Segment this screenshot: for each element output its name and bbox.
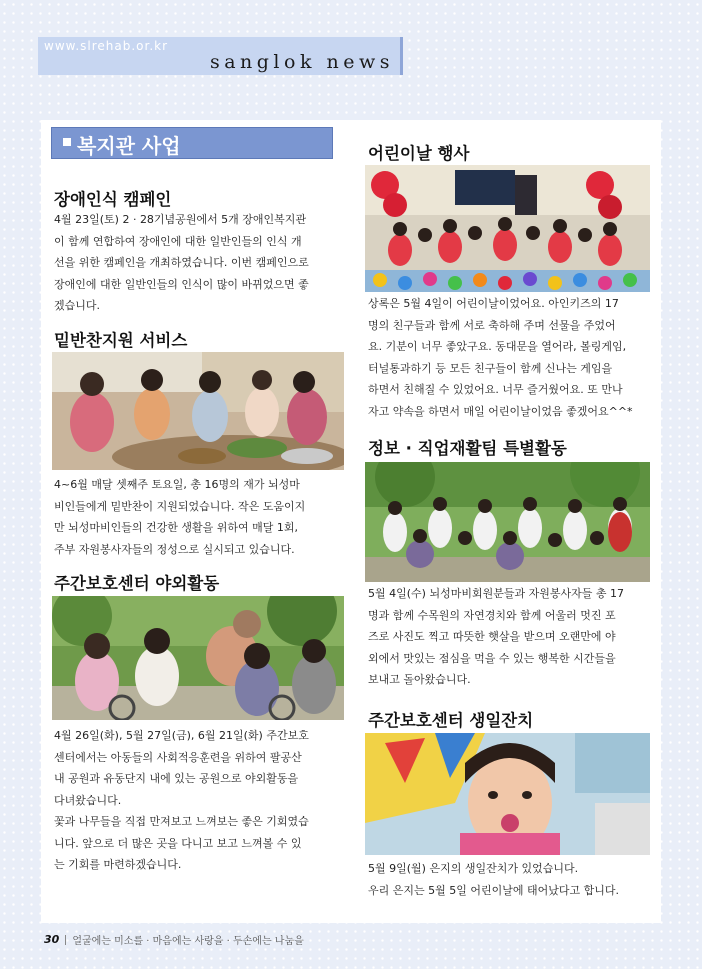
body-line: 겠습니다. bbox=[54, 299, 101, 312]
body-line: 4월 26일(화), 5월 27일(금), 6월 21일(화) 주간보호 bbox=[54, 729, 309, 742]
body-line: 상록은 5월 4일이 어린이날이었어요. 아인키즈의 17 bbox=[368, 297, 619, 310]
photo-arboretum-group bbox=[365, 462, 650, 582]
article-body bbox=[368, 858, 650, 901]
body-line: 내 공원과 유동단지 내에 있는 공원으로 야외활동을 bbox=[54, 772, 299, 785]
body-line: 터널통과하기 등 모든 친구들이 함께 신나는 게임을 bbox=[368, 361, 613, 375]
body-line: 하면서 친해질 수 있었어요. 너무 즐거웠어요. 또 만나 bbox=[368, 383, 623, 396]
body-line: 선을 위한 캠페인을 개최하였습니다. 이번 캠페인으로 bbox=[54, 256, 309, 269]
article-title: 밑반찬지원 서비스 bbox=[54, 331, 188, 350]
body-line: 다녀왔습니다. bbox=[54, 793, 122, 807]
body-line: 자고 약속을 하면서 매일 어린이날이었음 좋겠어요^^* bbox=[368, 404, 633, 418]
body-line: 외에서 맛있는 점심을 먹을 수 있는 행복한 시간들을 bbox=[368, 651, 616, 665]
photo-birthday-party bbox=[365, 733, 650, 855]
body-line: 비인들에게 밑반찬이 지원되었습니다. 작은 도움이지 bbox=[54, 499, 306, 513]
article-body bbox=[54, 474, 346, 560]
body-line: 4월 23일(토) 2 · 28기념공원에서 5개 장애인복지관 bbox=[54, 213, 307, 226]
body-line: 명의 친구들과 함께 서로 축하해 주며 선물을 주었어 bbox=[368, 318, 616, 332]
article-body bbox=[54, 725, 346, 876]
footer bbox=[44, 932, 304, 947]
article-title: 정보 · 직업재활팀 특별활동 bbox=[368, 439, 567, 458]
body-line: 4~6월 매달 셋째주 토요일, 총 16명의 재가 뇌성마 bbox=[54, 478, 300, 491]
article-body bbox=[54, 209, 346, 317]
body-line: 우리 은지는 5월 5일 어린이날에 태어났다고 합니다. bbox=[368, 883, 619, 897]
article-body bbox=[368, 583, 650, 691]
body-line: 5월 9일(월) 은지의 생일잔치가 있었습니다. bbox=[368, 862, 579, 875]
body-line: 5월 4일(수) 뇌성마비회원분들과 자원봉사자들 총 17 bbox=[368, 587, 624, 600]
article-title: 주간보호센터 생일잔치 bbox=[368, 711, 534, 730]
article-body bbox=[368, 293, 650, 422]
article-title: 주간보호센터 야외활동 bbox=[54, 574, 220, 593]
body-line: 장애인에 대한 일반인들의 인식이 많이 바뀌었으면 좋 bbox=[54, 277, 309, 291]
footer-divider bbox=[65, 935, 66, 945]
body-line: 만 뇌성마비인들의 건강한 생활을 위하여 매달 1회, bbox=[54, 521, 298, 534]
article-title: 장애인식 캠페인 bbox=[54, 190, 172, 209]
section-banner bbox=[51, 127, 333, 159]
photo-childrens-day bbox=[365, 165, 650, 292]
section-title: 복지관 사업 bbox=[77, 134, 181, 158]
newsletter-title: sanglok news bbox=[209, 51, 394, 73]
website-url: www.slrehab.or.kr bbox=[44, 39, 169, 53]
body-line: 센터에서는 아동들의 사회적응훈련을 위하여 팔공산 bbox=[54, 750, 302, 764]
body-line: 꽃과 나무들을 직접 만져보고 느껴보는 좋은 기회였습 bbox=[54, 815, 309, 828]
body-line: 이 함께 연합하여 장애인에 대한 일반인들의 인식 개 bbox=[54, 234, 302, 248]
photo-outdoor-activity bbox=[52, 596, 344, 720]
bullet-square-icon bbox=[63, 138, 71, 146]
body-line: 요. 기분이 너무 좋았구요. 동대문을 열어라, 볼링게임, bbox=[368, 340, 627, 353]
body-line: 명과 함께 수목원의 자연경치와 함께 어울러 멋진 포 bbox=[368, 608, 616, 622]
article-title: 어린이날 행사 bbox=[368, 144, 470, 163]
body-line: 주부 자원봉사자들의 정성으로 실시되고 있습니다. bbox=[54, 542, 295, 556]
page-number: 30 bbox=[44, 933, 60, 946]
body-line: 보내고 돌아왔습니다. bbox=[368, 673, 471, 686]
body-line: 즈로 사진도 찍고 따뜻한 햇살을 받으며 오랜만에 야 bbox=[368, 630, 616, 643]
footer-slogan: 얼굴에는 미소를 · 마음에는 사랑을 · 두손에는 나눔을 bbox=[72, 936, 304, 947]
body-line: 니다. 앞으로 더 많은 곳을 다니고 보고 느껴볼 수 있 bbox=[54, 836, 302, 850]
body-line: 는 기회를 마련하겠습니다. bbox=[54, 858, 182, 871]
content-panel bbox=[41, 120, 661, 923]
photo-side-dish-volunteers bbox=[52, 352, 344, 470]
header-band bbox=[38, 37, 403, 75]
